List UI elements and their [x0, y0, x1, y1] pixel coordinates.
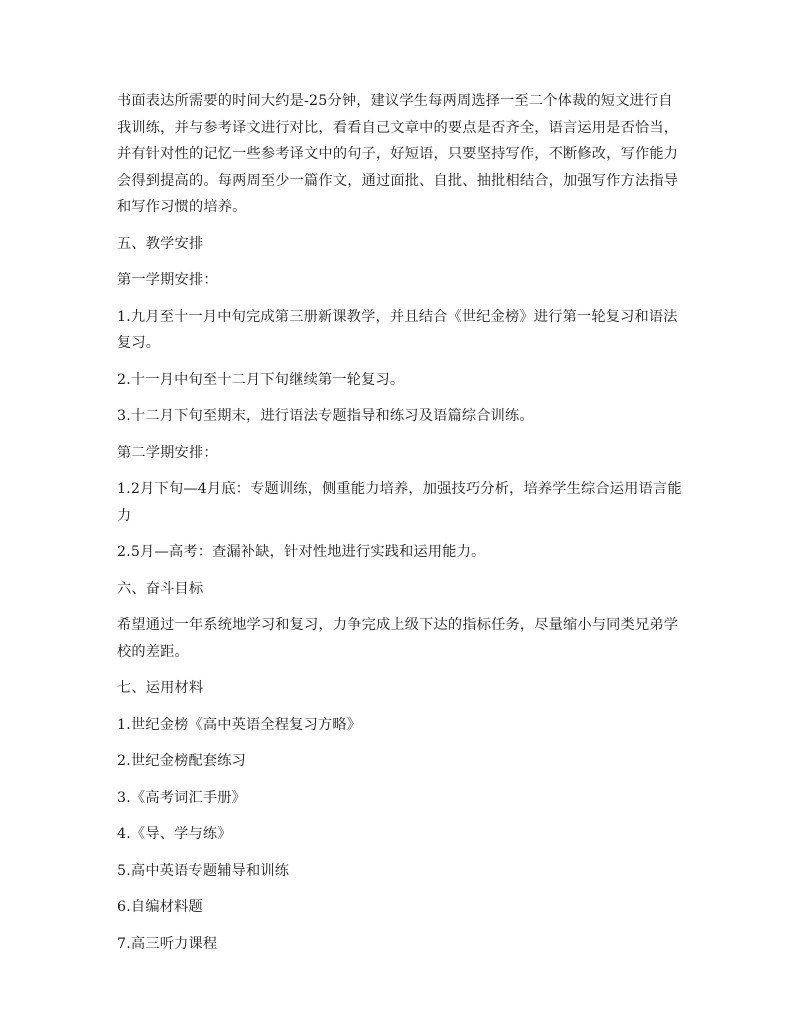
material-item-6: 6.自编材料题	[117, 899, 203, 915]
term-1-item-2: 2.十一月中旬至十二月下旬继续第一轮复习。	[117, 371, 405, 388]
section-7-heading: 七、运用材料	[117, 680, 204, 696]
term-2-heading: 第二学期安排：	[117, 444, 218, 461]
material-item-3: 3.《高考词汇手册》	[117, 789, 247, 806]
section-6-body: 希望通过一年系统地学习和复习，力争完成上级下达的指标任务，尽量缩小与同类兄弟学校的差距。	[117, 617, 679, 660]
term-2-item-1: 1.2月下旬—4月底：专题训练，侧重能力培养，加强技巧分析，培养学生综合运用语言能力	[117, 481, 682, 524]
material-item-5: 5.高中英语专题辅导和训练	[117, 862, 290, 879]
section-6-heading: 六、奋斗目标	[117, 580, 204, 597]
term-2-item-2: 2.5月—高考：查漏补缺，针对性地进行实践和运用能力。	[117, 544, 486, 560]
material-item-1: 1.世纪金榜《高中英语全程复习方略》	[117, 716, 362, 733]
document-page	[117, 88, 683, 957]
material-item-2: 2.世纪金榜配套练习	[117, 753, 247, 769]
intro-paragraph: 书面表达所需要的时间大约是-25分钟，建议学生每两周选择一至二个体裁的短文进行自我训练，并与参考译文进行对比，看看自己文章中的要点是否齐全，语言运用是否恰当，并有针对性的记忆一些参考译文中的句子，好短语，只要坚持写作，不断修改，写作能力会得到提高的。每两周至少一篇作文，通过面批、自批、抽批相结合，加强写作方法指导和写作习惯的培养。	[117, 93, 679, 215]
material-item-7: 7.高三听力课程	[117, 935, 218, 952]
term-1-item-3: 3.十二月下旬至期末，进行语法专题指导和练习及语篇综合训练。	[117, 408, 534, 424]
term-1-item-1: 1.九月至十一月中旬完成第三册新课教学，并且结合《世纪金榜》进行第一轮复习和语法复习。	[117, 308, 678, 351]
section-5-heading: 五、教学安排	[117, 235, 204, 252]
material-item-4: 4.《导、学与练》	[117, 826, 232, 842]
term-1-heading: 第一学期安排：	[117, 272, 218, 288]
